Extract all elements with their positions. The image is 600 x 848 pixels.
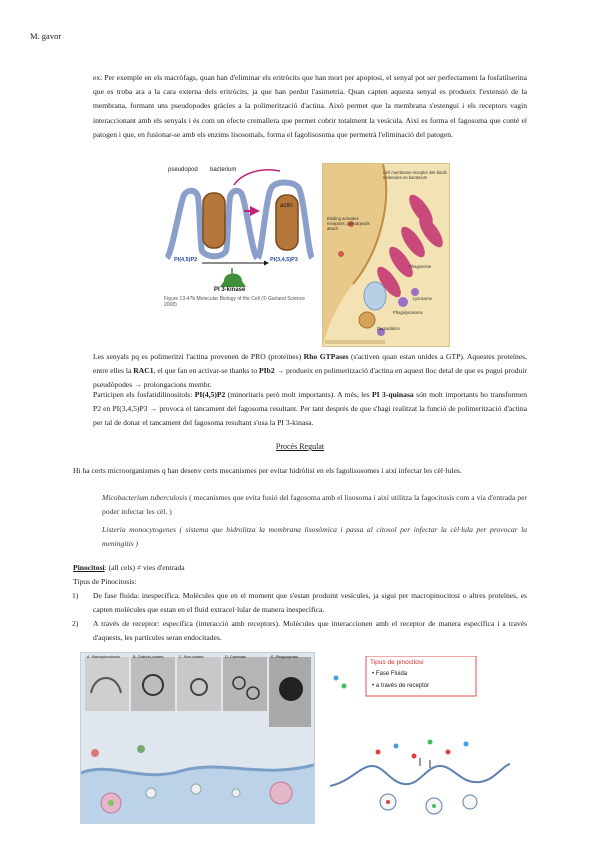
legend-fluid-label: Fase Fluida [375,671,408,677]
pinocitosi-type-fluid [72,589,527,617]
panel-label-d: D. Caveolae [225,655,246,659]
list-text: De fase fluida: inespecífica. Molècules que en el moment que s'estan produint vesícules, ja sigui per macropinocitosi o altres proteïnes, es capten molècules que estan en el fluid extracel·lular de manera inespecífica. [93,591,527,614]
pinocytosis-legend-fluid: • Fase Fluida [372,671,408,677]
signals-paragraph-2 [93,388,527,431]
rho-gtpases-term: Rho GTPases [303,352,349,361]
pinocytosis-legend-receptor: • a través de receptor [372,683,430,689]
pinocitosi-title: Pinocitosi [73,563,105,572]
figure1-caption: Figure 13-47b Molecular Biology of the Cell (© Garland Science 2008) [164,296,305,308]
endocytosis-illustration [81,653,314,823]
legend-receptor-label: a través de receptor [375,683,430,689]
mycobacterium-name: Micobacterium tuberculosis [102,493,188,502]
signals-p1-text-a: Les senyals pq es polimeritzi l'actina provenen de PRO (proteïnes) [93,352,304,361]
regulated-process-title: Procés Regulat [275,442,325,451]
mycobacterium-text: ( mecanismes que evita fusió del fagosoma amb el lisosoma i així utilitza la fagocitosis com a via d'entrada per poder infectar les cèl. ) [102,493,527,517]
bacterium-label: bacterium [210,167,237,173]
intro-paragraph: ex: Per exemple en els macròfags, quan han d'eliminar els eritròcits que han mort per apoptosi, el senyal pot ser perfectament la fosfatilserina que es troba ara a la cara externa dels eritròcits, ja que han perdut l'asimetria. Quan capten aquesta senyal es produeix l'extensió de la membrana, formant uns pseudopodes gràcies a la polimerització d'actina. Això permet que la membrana s'estengui i els receptors vagin interaccionant amb els senyals i és com un efecte cremallera que permet cobrir totalment la vesícula. Així es forma el fagosoma que conté el patogen i que, en fusionar-se amb els enzims lisosomals, forma el fagolisosoma que permetrà l'eliminació del patogen. [93,73,527,139]
figure2-label-phagolysosome: Phagolysosome [393,310,423,315]
mycobacterium-example [102,491,527,519]
phagocytosis-steps-illustration [323,164,449,346]
endocytosis-types-figure [80,652,315,824]
pinocytosis-types-diagram [330,656,510,822]
signals-p1-text-g: → produeix en polimerització d'actina en aquest lloc detal de que es pugui produir pseudòpodes → prolongacions membr. [93,366,527,390]
figure2-label-binding: Binding activates receptors; pseudopods attach [327,216,370,231]
list-number: 2) [72,619,79,628]
pinocytosis-legend-title: Tipus de pinocitosi [370,659,424,666]
pinocitosi-types-label: Tipus de Pinocitosis: [73,577,137,586]
actin-label: actin [280,203,293,209]
pinocitosi-title-rest: : (all cels) ≠ vies d'entrada [104,563,185,572]
listeria-name: Listeria monocytogenes [102,525,176,534]
panel-label-e: E. Phagocytosis [271,655,299,659]
rac1-term: RAC1 [133,366,154,376]
figure2-label-degradation: Degradation [377,326,400,331]
pi3-kinase-term: PI 3-quinasa [372,390,414,399]
signals-p1-text-e: , el que fan en activar-se thanks to [153,366,260,376]
listeria-text: ( sistema que hidrolitza la membrana lisosòmica i passa al citosol per infectar la cèl·lula per provocar la meningitis ) [102,525,528,549]
signals-paragraph-1 [93,350,527,393]
figure2-label-lysosome: Lysosome [413,296,432,301]
pip3-label: PI(3,4,5)P3 [270,257,298,263]
signals-p2-text-a: Participen els fosfatidilinositols: [93,390,195,399]
phagocytosis-diagram [162,163,317,313]
figure2-label-phagosome: Phagosome [409,264,432,269]
panel-label-c: C. Non-coated [179,655,204,659]
regulated-intro: Hi ha certs microorganismes q han desenv certs mecanismes per evitar hidròlisi en els fagolisosomes i així infectar les cèl·lules. [73,466,462,475]
pib2-term: PIb2 [259,366,275,376]
signals-p1-text-c: (s'activen quan estan unides a GTP). Aquestes proteïnes, entre elles la [93,352,528,376]
signals-p2-text-c: (minoritaris però molt importants). A més, les [225,390,373,399]
author-header: M. gavor [30,31,62,41]
pip2-label: PI(4,5)P2 [174,257,198,263]
pip2-term: PI(4,5)P2 [194,390,226,399]
pinocitosi-type-receptor [72,617,527,645]
pinocitosi-heading [73,561,507,575]
pinocytosis-illustration [330,656,510,822]
listeria-example [102,523,527,551]
signals-p2-text-e: són molt importants ho transformen P2 en PI(3,4,5)P3 → provoca el tancament del fagosoma resultant. Per tant després de que s'hagi realitzat la funció de polimerització d'actina per tal de donar el tancament del fagosoma resultant s'usa la PI 3-kinasa. [93,390,528,428]
phagocytosis-steps-figure [322,163,450,347]
panel-label-b: B. Clathrin-coated [133,655,164,659]
pseudopod-label: pseudopod [168,167,198,173]
list-text: A través de receptor: específica (interacció amb receptors). Molècules que interaccionen amb el receptor de manera específica i a través d'aquests, les partícules seran endocitades. [93,619,527,642]
pi3k-label: PI 3-kinase [214,287,246,293]
panel-label-a: A. Macropinocitosis [87,655,120,659]
list-number: 1) [72,591,79,600]
figure2-label-receptor: Cell membrane receptor site binds molecules on bacterium [383,170,447,180]
